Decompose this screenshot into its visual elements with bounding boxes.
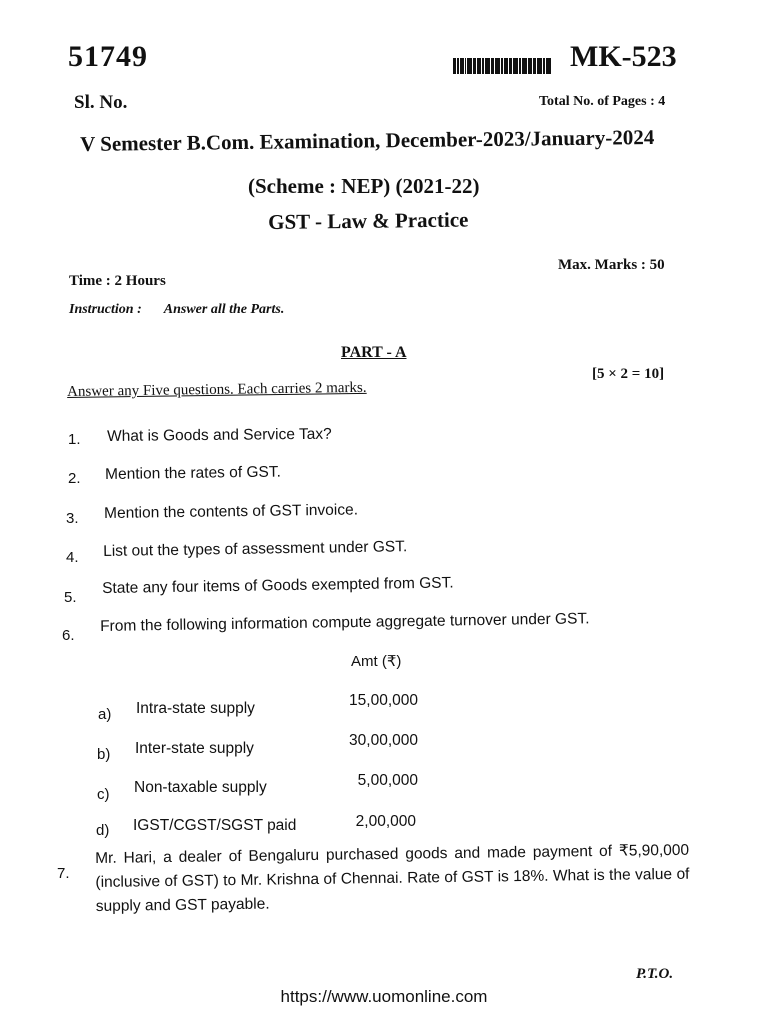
question-number: 3. [66,510,79,527]
total-pages: Total No. of Pages : 4 [539,94,666,109]
sub-item-amount: 30,00,000 [349,732,418,749]
page-turn-note: P.T.O. [636,966,674,982]
question-number: 4. [66,549,79,566]
question-text: List out the types of assessment under GST. [103,538,408,560]
question-number: 7. [57,865,70,882]
max-marks: Max. Marks : 50 [558,257,665,273]
exam-time: Time : 2 Hours [69,273,166,289]
question-text: Mention the contents of GST invoice. [104,501,359,522]
paper-code: 51749 [68,40,148,73]
exam-title: V Semester B.Com. Examination, December-2023/January-2024 [80,124,655,156]
question-number: 5. [64,589,77,606]
instruction-label: Instruction : [69,302,142,317]
sub-item-amount: 15,00,000 [349,692,418,709]
exam-code: MK-523 [570,40,677,73]
barcode [453,58,551,74]
question-number: 2. [68,470,81,487]
sub-item-label: b) [97,746,111,763]
question-text: What is Goods and Service Tax? [107,425,332,445]
question-text: From the following information compute aggregate turnover under GST. [100,610,590,635]
instruction [69,302,284,318]
sub-item-text: Non-taxable supply [134,779,267,796]
question-number: 1. [68,431,81,448]
serial-number-label: Sl. No. [74,92,128,113]
sub-item-text: IGST/CGST/SGST paid [133,817,297,834]
part-a-heading: PART - A [341,344,407,361]
part-a-instruction: Answer any Five questions. Each carries 2 marks. [67,379,367,400]
source-url: https://www.uomonline.com [280,987,488,1006]
question-text: Mr. Hari, a dealer of Bengaluru purchased goods and made payment of ₹5,90,000 (inclusive of GST) to Mr. Krishna of Chennai. Rate of GST is 18%. What is the value of supply and GST payable. [95,841,690,915]
sub-item-amount: 2,00,000 [355,813,416,830]
part-a-marks: [5 × 2 = 10] [592,366,665,382]
sub-item-label: c) [97,786,110,803]
amount-column-header: Amt (₹) [351,653,402,670]
sub-item-label: a) [98,706,112,723]
sub-item-text: Inter-state supply [135,740,254,757]
question-number: 6. [62,627,75,644]
instruction-text: Answer all the Parts. [163,302,285,317]
sub-item-label: d) [96,822,110,839]
scheme-title: (Scheme : NEP) (2021-22) [248,174,480,198]
sub-item-text: Intra-state supply [136,700,255,717]
sub-item-amount: 5,00,000 [357,772,418,789]
subject-title: GST - Law & Practice [268,207,469,234]
question-text: Mention the rates of GST. [105,463,281,483]
question-text: State any four items of Goods exempted from GST. [102,574,454,597]
